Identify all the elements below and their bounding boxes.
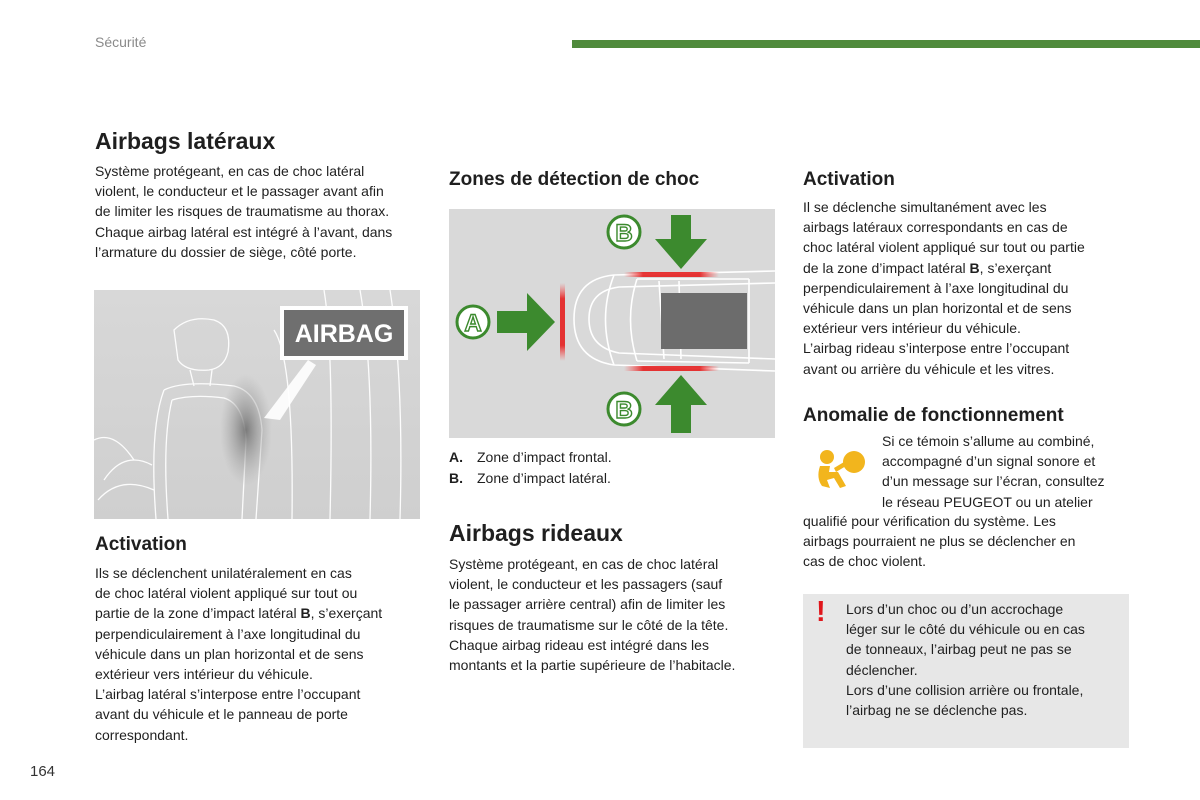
text-line: L’airbag rideau s’interpose entre l’occupant	[803, 340, 1070, 357]
anomalie-text	[803, 511, 1143, 572]
text-line: airbags pourraient ne plus se déclencher en	[803, 533, 1076, 550]
title-airbags-rideaux: Airbags rideaux	[449, 520, 623, 546]
text-line: extérieur vers intérieur du véhicule.	[95, 666, 313, 683]
title-activation-right: Activation	[803, 169, 895, 190]
title-anomalie: Anomalie de fonctionnement	[803, 405, 1064, 426]
text-line: montants et la partie supérieure de l’habitacle.	[449, 657, 736, 674]
text-line: Lors d’une collision arrière ou frontale,	[846, 681, 1084, 698]
text-line: perpendiculairement à l’axe longitudinal du	[95, 625, 361, 642]
text-line: véhicule dans un plan horizontal et de sens	[95, 645, 364, 662]
legend-text: Zone d’impact latéral.	[477, 470, 611, 486]
text-line: l’armature du dossier de siège, côté porte.	[95, 243, 357, 260]
text-line: Système protégeant, en cas de choc latéral	[449, 556, 719, 572]
label-a-circle	[457, 306, 489, 338]
text-line: qualifié pour vérification du système. Les	[803, 513, 1056, 529]
legend-item	[449, 447, 775, 468]
text-line: le réseau PEUGEOT ou un atelier	[882, 493, 1093, 510]
text-line: de tonneaux, l’airbag peut ne pas se	[846, 641, 1072, 658]
car-topview-drawing	[449, 209, 775, 438]
lateral-impact-zone-top	[624, 272, 719, 277]
text-line: Chaque airbag latéral est intégré à l’avant, dans	[95, 223, 393, 240]
text-line: avant ou arrière du véhicule et les vitres.	[803, 360, 1055, 377]
text-line: choc latéral violent appliqué sur tout ou partie	[803, 239, 1085, 256]
airbags-rideaux-text	[449, 554, 789, 675]
text-line: l’airbag ne se déclenche pas.	[846, 702, 1028, 719]
text-span: , s’exerçant	[979, 259, 1052, 276]
text-line: Si ce témoin s’allume au combiné,	[882, 433, 1095, 449]
seat-drawing	[94, 290, 420, 519]
impact-zones-diagram	[449, 209, 775, 438]
airbag-warning-lamp-icon	[810, 444, 870, 494]
activation-right-text	[803, 197, 1143, 379]
text-line: accompagné d’un signal sonore et	[882, 453, 1096, 470]
title-airbags-lateraux: Airbags latéraux	[95, 128, 276, 154]
text-line: Système protégeant, en cas de choc latéral	[95, 163, 365, 179]
airbags-lateraux-intro	[95, 161, 435, 262]
label-b-top-circle	[608, 216, 640, 248]
text-line: risques de traumatisme sur le côté de la tête.	[449, 616, 729, 633]
text-span: , s’exerçant	[310, 605, 383, 622]
label-b-top: B	[615, 220, 633, 247]
anomalie-indented-text	[882, 431, 1142, 512]
text-line: le passager arrière central) afin de limiter les	[449, 596, 726, 613]
text-span: partie de la zone d’impact latéral	[95, 605, 301, 622]
text-line: Il se déclenche simultanément avec les	[803, 199, 1047, 215]
text-line: violent, le conducteur et le passager avant afin	[95, 183, 384, 200]
label-b-bottom: B	[615, 397, 633, 424]
text-line: de choc latéral violent appliqué sur tout ou	[95, 585, 358, 602]
text-line: Chaque airbag rideau est intégré dans les	[449, 636, 709, 653]
seat-airbag-illustration	[94, 290, 420, 519]
text-span: de la zone d’impact latéral	[803, 259, 970, 276]
text-line	[803, 258, 1143, 278]
text-line: Lors d’un choc ou d’un accrochage	[846, 601, 1064, 617]
title-activation-left: Activation	[95, 534, 187, 555]
warning-text	[846, 599, 1126, 720]
frontal-impact-zone	[560, 283, 565, 361]
legend-item	[449, 468, 775, 489]
text-line: léger sur le côté du véhicule ou en cas	[846, 621, 1085, 638]
warning-exclamation-icon: !	[816, 596, 826, 628]
title-zones-detection: Zones de détection de choc	[449, 169, 700, 190]
activation-left-text	[95, 563, 435, 745]
text-line: extérieur vers intérieur du véhicule.	[803, 320, 1021, 337]
text-line: de limiter les risques de traumatisme au thorax.	[95, 203, 390, 220]
text-line: airbags latéraux correspondants en cas de	[803, 219, 1068, 236]
section-label: Sécurité	[95, 34, 147, 50]
text-line: avant du véhicule et le panneau de porte	[95, 706, 348, 723]
text-line: véhicule dans un plan horizontal et de sens	[803, 300, 1072, 317]
lateral-impact-zone-bottom	[624, 366, 719, 371]
text-line: cas de choc violent.	[803, 553, 926, 570]
text-line: déclencher.	[846, 661, 918, 678]
text-line: L’airbag latéral s’interpose entre l’occupant	[95, 686, 361, 703]
legend-key: B.	[449, 470, 463, 486]
zones-legend	[449, 447, 775, 489]
text-line: violent, le conducteur et les passagers (sauf	[449, 576, 723, 593]
car-roof	[661, 293, 747, 349]
text-line: Ils se déclenchent unilatéralement en cas	[95, 565, 352, 581]
text-line: d’un message sur l’écran, consultez	[882, 473, 1105, 490]
airbag-badge-text: AIRBAG	[294, 320, 394, 348]
text-line: correspondant.	[95, 726, 189, 743]
legend-text: Zone d’impact frontal.	[477, 449, 612, 465]
section-color-bar	[572, 40, 1200, 48]
label-a: A	[464, 310, 482, 337]
page-number: 164	[30, 763, 56, 780]
bold-letter: B	[969, 259, 980, 276]
legend-key: A.	[449, 449, 463, 465]
bold-letter: B	[300, 605, 311, 622]
text-line	[95, 603, 435, 623]
text-line: perpendiculairement à l’axe longitudinal du	[803, 279, 1069, 296]
label-b-bottom-circle	[608, 393, 640, 425]
